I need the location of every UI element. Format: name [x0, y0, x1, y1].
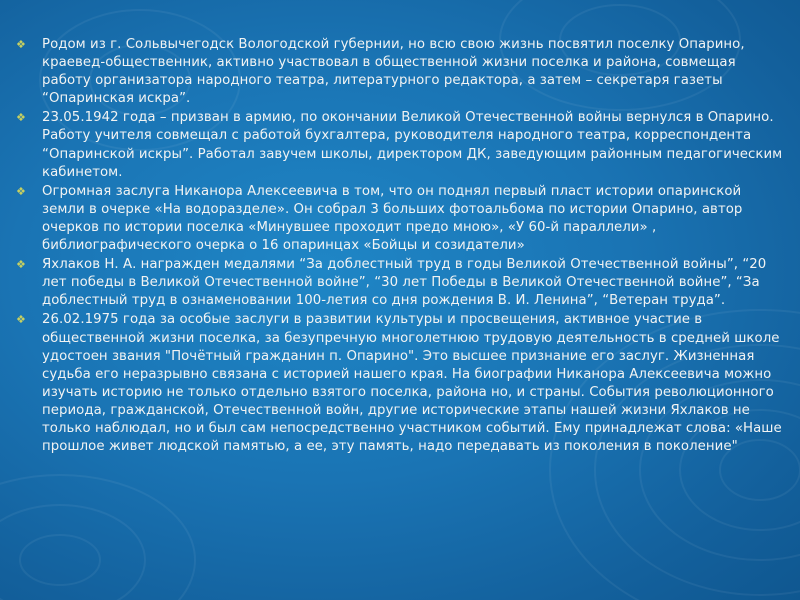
paragraph-army	[14, 109, 784, 181]
diamond-bullet-icon: ❖	[16, 258, 26, 272]
paragraph-text: Огромная заслуга Никанора Алексеевича в том, что он поднял первый пласт истории опаринской земли в очерке «На водоразделе». Он собрал 3 больших фотоальбома по истории Опарино, автор очерков по истории поселка «Минувшее проходит предо мною», «У 60-й параллели» , библиографического очерка о 16 опаринцах «Бойцы и созидатели»	[42, 183, 743, 254]
paragraph-text: 23.05.1942 года – призван в армию, по окончании Великой Отечественной войны вернулся в Опарино. Работу учителя совмещал с работой бухгалтера, руководителя народного театра, корреспондента “Опаринской искры”. Работал завучем школы, директором ДК, заведующим районным педагогическим кабинетом.	[42, 110, 783, 180]
paragraph-history-merit	[14, 183, 784, 255]
diamond-bullet-icon: ❖	[16, 38, 26, 51]
diamond-bullet-icon: ❖	[16, 111, 26, 125]
diamond-bullet-icon: ❖	[16, 184, 26, 198]
paragraph-text: Родом из г. Сольвычегодск Вологодской губернии, но всю свою жизнь посвятил поселку Опарино, краевед-общественник, активно участвовал в общественной жизни поселка и района, совмещая работу организатора народного театра, литературного редактора, а затем – секретаря газеты “Опаринская искра”.	[42, 37, 745, 107]
paragraph-text: 26.02.1975 года за особые заслуги в развитии культуры и просвещения, активное участие в общественной жизни поселка, за безупречную многолетнюю трудовую деятельность в средней школе удостоен звания "Почётный гражданин п. Опарино". Это высшее признание его заслуг. Жизненная судьба его неразрывно связана с историей нашего края. На биографии Никанора Алексеевича можно изучать историю не только отдельно взятого поселка, района но, и страны. События революционного периода, гражданской, Отечественной войн, другие исторические этапы нашей жизни Яхлаков не только наблюдал, но и был сам непосредственно участником событий. Ему принадлежат слова: «Наше прошлое живет людской памятью, а ее, эту память, надо передавать из поколения в поколение"	[42, 312, 782, 455]
paragraph-medals	[14, 256, 784, 310]
paragraph-honorary-citizen	[14, 311, 784, 456]
diamond-bullet-icon: ❖	[16, 313, 26, 327]
paragraph-text: Яхлаков Н. А. награжден медалями “За доблестный труд в годы Великой Отечественной войны”, “20 лет победы в Великой Отечественной войне”, “30 лет Победы в Великой Отечественной войне”, “За доблестный труд в ознаменовании 100-летия со дня рождения В. И. Ленина”, “Ветеран труда”.	[42, 257, 767, 309]
slide-body	[14, 36, 784, 457]
paragraph-origin	[14, 36, 784, 108]
